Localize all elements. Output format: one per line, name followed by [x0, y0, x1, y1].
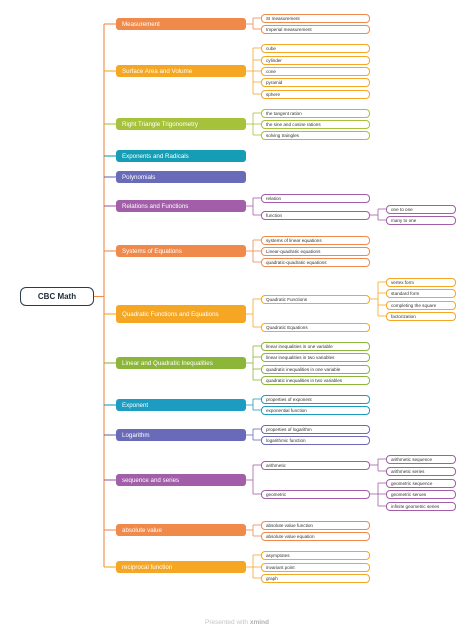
subleaf-7-0-0-label: vertex form	[391, 279, 414, 285]
leaf-1-4-label: sphere	[266, 91, 281, 97]
leaf-1-4[interactable]	[261, 90, 370, 99]
leaf-9-1-label: exponential function	[266, 407, 307, 413]
leaf-1-0-label: cube	[266, 45, 276, 51]
leaf-13-2-label: graph	[266, 575, 278, 581]
leaf-13-1[interactable]	[261, 563, 370, 572]
leaf-12-1-label: absolute value equation	[266, 533, 315, 539]
subleaf-11-1-2[interactable]	[386, 502, 456, 511]
leaf-12-0-label: absolute value function	[266, 522, 313, 528]
leaf-1-1[interactable]	[261, 56, 370, 65]
leaf-2-0-label: the tangent ration	[266, 110, 302, 116]
subleaf-11-1-0-label: geometric sequence	[391, 480, 433, 486]
topic-10[interactable]	[116, 429, 246, 441]
topic-6[interactable]	[116, 245, 246, 257]
topic-4-label: Polynomials	[122, 173, 156, 181]
leaf-2-1-label: the sine and cosine rations	[266, 121, 321, 127]
leaf-7-1-label: Quadratic Equations	[266, 324, 308, 330]
leaf-7-0[interactable]	[261, 295, 370, 304]
subleaf-11-0-1-label: arithmetic series	[391, 468, 425, 474]
topic-9-label: Exponent	[122, 401, 149, 409]
subleaf-7-0-2-label: completing the square	[391, 302, 437, 308]
topic-7-label: Quadratic Functions and Equations	[122, 310, 219, 318]
leaf-6-0[interactable]	[261, 236, 370, 245]
subleaf-5-1-1[interactable]	[386, 216, 456, 225]
leaf-11-0[interactable]	[261, 461, 370, 470]
subleaf-7-0-2[interactable]	[386, 301, 456, 310]
leaf-12-0[interactable]	[261, 521, 370, 530]
leaf-11-1[interactable]	[261, 490, 370, 499]
leaf-13-1-label: invariant point	[266, 564, 295, 570]
leaf-8-3[interactable]	[261, 376, 370, 385]
leaf-13-0-label: asymptotes	[266, 552, 290, 558]
topic-2[interactable]	[116, 118, 246, 130]
footer-prefix: Presented with	[205, 619, 249, 626]
xmind-brand: xmind	[249, 619, 269, 626]
topic-6-label: Systems of Equations	[122, 247, 182, 255]
topic-5[interactable]	[116, 200, 246, 212]
leaf-10-1-label: logarithmic function	[266, 437, 306, 443]
leaf-1-3-label: pyramid	[266, 79, 283, 85]
leaf-1-3[interactable]	[261, 78, 370, 87]
leaf-8-1-label: linear inequalities in two variables	[266, 354, 335, 360]
leaf-0-1-label: Imperial measurement	[266, 26, 312, 32]
topic-4[interactable]	[116, 171, 246, 183]
leaf-9-0-label: properties of exponent	[266, 396, 312, 402]
leaf-8-1[interactable]	[261, 353, 370, 362]
topic-12-label: absolute value	[122, 526, 162, 534]
leaf-5-0[interactable]	[261, 194, 370, 203]
leaf-1-2-label: cone	[266, 68, 276, 74]
leaf-10-0-label: properties of logarithm	[266, 426, 312, 432]
root-node[interactable]	[20, 287, 94, 306]
leaf-0-0-label: SI measurement	[266, 15, 300, 21]
topic-13-label: reciprocal function	[122, 563, 173, 571]
leaf-2-2-label: solving traingles	[266, 132, 299, 138]
subleaf-5-1-1-label: many to one	[391, 217, 417, 223]
subleaf-7-0-3-label: factorization	[391, 313, 416, 319]
leaf-7-0-label: Quadratic Functions	[266, 296, 308, 302]
leaf-11-0-label: arithmetic	[266, 462, 286, 468]
leaf-5-0-label: relation	[266, 195, 282, 201]
subleaf-7-0-0[interactable]	[386, 278, 456, 287]
leaf-9-0[interactable]	[261, 395, 370, 404]
topic-10-label: Logarithm	[122, 431, 150, 439]
topic-5-label: Relations and Functions	[122, 202, 189, 210]
leaf-6-1-label: Linear-quadratic equations	[266, 248, 321, 254]
topic-8-label: Linear and Quadratic Inequalities	[122, 359, 213, 367]
leaf-6-1[interactable]	[261, 247, 370, 256]
leaf-7-1[interactable]	[261, 323, 370, 332]
subleaf-11-1-0[interactable]	[386, 479, 456, 488]
leaf-10-0[interactable]	[261, 425, 370, 434]
topic-1[interactable]	[116, 65, 246, 77]
leaf-8-3-label: quadratic inequalities in two variables	[266, 377, 343, 383]
subleaf-11-1-2-label: infinite geometric series	[391, 503, 440, 509]
subleaf-7-0-3[interactable]	[386, 312, 456, 321]
leaf-0-1[interactable]	[261, 25, 370, 34]
topic-3[interactable]	[116, 150, 246, 162]
subleaf-7-0-1[interactable]	[386, 289, 456, 298]
leaf-5-1-label: function	[266, 212, 283, 218]
leaf-2-0[interactable]	[261, 109, 370, 118]
subleaf-11-1-1[interactable]	[386, 490, 456, 499]
topic-1-label: Surface Area and Volume	[122, 67, 193, 75]
topic-11[interactable]	[116, 474, 246, 486]
leaf-9-1[interactable]	[261, 406, 370, 415]
leaf-6-0-label: systems of linear equations	[266, 237, 322, 243]
leaf-6-2-label: quadratic-quadratic equations	[266, 259, 327, 265]
subleaf-11-0-0-label: arithmetic sequence	[391, 456, 433, 462]
topic-0[interactable]	[116, 18, 246, 30]
leaf-10-1[interactable]	[261, 436, 370, 445]
topic-12[interactable]	[116, 524, 246, 536]
leaf-13-2[interactable]	[261, 574, 370, 583]
subleaf-5-1-0[interactable]	[386, 205, 456, 214]
topic-8[interactable]	[116, 357, 246, 369]
topic-3-label: Exponents and Radicals	[122, 152, 189, 160]
leaf-8-2[interactable]	[261, 365, 370, 374]
leaf-8-0-label: linear inequalities in one variable	[266, 343, 333, 349]
leaf-0-0[interactable]	[261, 14, 370, 23]
leaf-11-1-label: geometric	[266, 491, 287, 497]
leaf-12-1[interactable]	[261, 532, 370, 541]
topic-13[interactable]	[116, 561, 246, 573]
leaf-13-0[interactable]	[261, 551, 370, 560]
leaf-1-0[interactable]	[261, 44, 370, 53]
leaf-8-2-label: quadratic inequalities in one variable	[266, 366, 341, 372]
topic-2-label: Right Triangle Trigonometry	[122, 120, 199, 128]
leaf-2-1[interactable]	[261, 120, 370, 129]
subleaf-11-0-0[interactable]	[386, 455, 456, 464]
leaf-1-2[interactable]	[261, 67, 370, 76]
subleaf-5-1-0-label: one to one	[391, 206, 413, 212]
leaf-8-0[interactable]	[261, 342, 370, 351]
topic-7[interactable]	[116, 305, 246, 323]
subleaf-7-0-1-label: standard form	[391, 290, 420, 296]
footer-credit	[0, 619, 474, 626]
leaf-1-1-label: cylinder	[266, 57, 282, 63]
topic-9[interactable]	[116, 399, 246, 411]
leaf-6-2[interactable]	[261, 258, 370, 267]
subleaf-11-0-1[interactable]	[386, 467, 456, 476]
subleaf-11-1-1-label: geometric serues	[391, 491, 427, 497]
root-node-label: CBC Math	[37, 291, 77, 301]
topic-0-label: Measurement	[122, 20, 160, 28]
leaf-5-1[interactable]	[261, 211, 370, 220]
leaf-2-2[interactable]	[261, 131, 370, 140]
topic-11-label: sequence and series	[122, 476, 180, 484]
